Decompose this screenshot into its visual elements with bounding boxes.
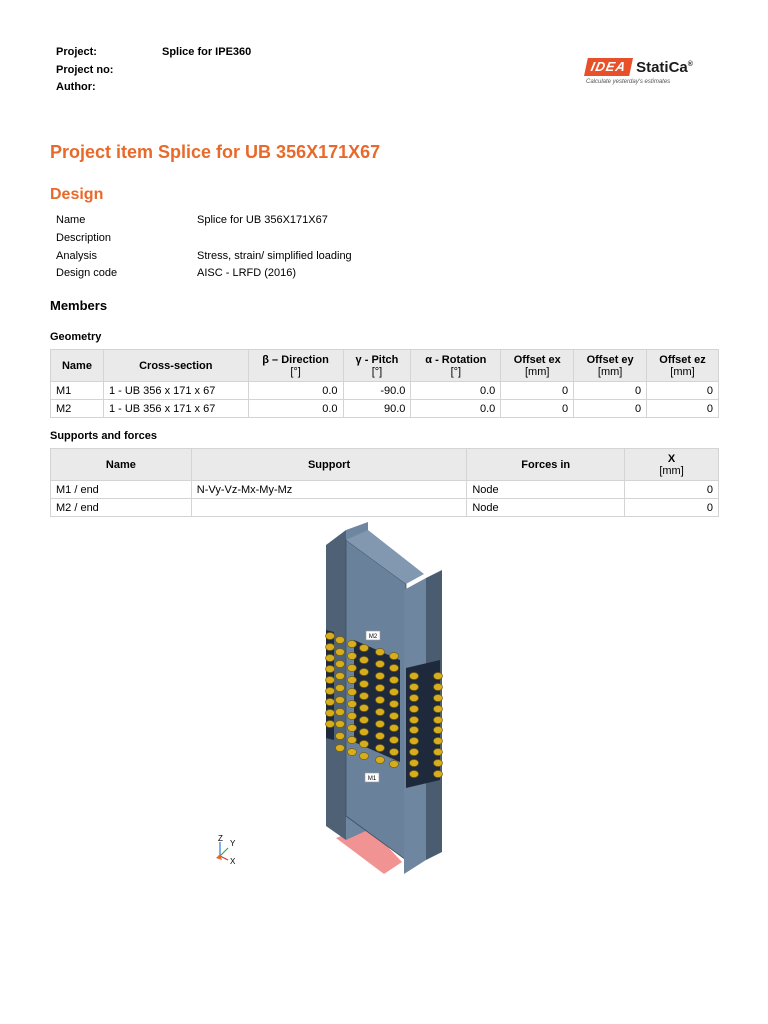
table-cell: M2 / end (51, 499, 192, 517)
col-header (647, 350, 719, 382)
bolt (376, 685, 385, 692)
bolt (390, 749, 399, 756)
table-cell: 0 (501, 382, 574, 400)
bolt (336, 661, 345, 668)
bolt (434, 717, 443, 724)
project-no-label: Project no: (56, 63, 114, 76)
col-header (51, 449, 192, 481)
geometry-heading: Geometry (50, 331, 102, 343)
design-row (56, 214, 352, 232)
col-header (103, 350, 248, 382)
design-row (56, 250, 352, 268)
project-label: Project: (56, 46, 97, 58)
table-row (51, 382, 719, 400)
design-row (56, 267, 352, 285)
bolt (434, 760, 443, 767)
bolt (410, 673, 419, 680)
members-heading: Members (50, 298, 108, 313)
col-name: β – Direction (262, 353, 329, 366)
bolt (348, 749, 357, 756)
table-cell: M1 / end (51, 481, 192, 499)
bolt (326, 666, 335, 673)
design-value: AISC - LRFD (2016) (197, 267, 297, 280)
logo-idea: IDEA (584, 58, 633, 76)
bolt (360, 645, 369, 652)
project-value: Splice for IPE360 (162, 46, 252, 58)
supports-header-row (51, 449, 719, 481)
bolt (360, 753, 369, 760)
table-row (51, 499, 719, 517)
table-cell: 0 (625, 481, 719, 499)
bolt (390, 761, 399, 768)
bolt (376, 733, 385, 740)
bolt (360, 693, 369, 700)
bolt (336, 733, 345, 740)
col-name: Name (105, 458, 136, 471)
bolt (336, 673, 345, 680)
bolt (348, 665, 357, 672)
project-header (56, 46, 251, 99)
col-header (625, 449, 719, 481)
bolt (434, 684, 443, 691)
col-name: Offset ez (659, 353, 706, 366)
design-value: Stress, strain/ simplified loading (197, 249, 352, 262)
y-axis-line (220, 848, 228, 856)
axis-triad (212, 834, 252, 866)
bolt (348, 689, 357, 696)
bolt (410, 749, 419, 756)
bolt (390, 689, 399, 696)
bolt (434, 673, 443, 680)
logo-tagline: Calculate yesterday's estimates (586, 79, 671, 85)
bolt (434, 706, 443, 713)
bolt (360, 657, 369, 664)
flange-splice-plate-right (406, 660, 440, 788)
bolt (348, 737, 357, 744)
col-header (411, 350, 501, 382)
bolt (326, 633, 335, 640)
col-unit: [°] (290, 365, 301, 378)
z-axis-label: Z (218, 834, 223, 843)
bolt (376, 649, 385, 656)
bolt (360, 741, 369, 748)
idea-statica-logo (586, 58, 716, 85)
design-row (56, 232, 352, 250)
table-cell: -90.0 (343, 382, 411, 400)
splice-3d-model (200, 518, 560, 888)
col-header (51, 350, 104, 382)
table-cell: 1 - UB 356 x 171 x 67 (103, 400, 248, 418)
col-header (501, 350, 574, 382)
bolt (336, 709, 345, 716)
bolt (376, 757, 385, 764)
table-cell: Node (467, 481, 625, 499)
bolt (360, 729, 369, 736)
col-name: Name (61, 359, 92, 372)
col-header (467, 449, 625, 481)
bolt (326, 721, 335, 728)
col-header (248, 350, 343, 382)
bolt (360, 717, 369, 724)
table-cell: 0 (501, 400, 574, 418)
bolt (326, 677, 335, 684)
col-header (574, 350, 647, 382)
bolt (390, 665, 399, 672)
page-title: Project item Splice for UB 356X171X67 (50, 142, 381, 162)
bolt (336, 745, 345, 752)
bolt (390, 701, 399, 708)
bolt (348, 725, 357, 732)
bolt (336, 721, 345, 728)
bolt (326, 655, 335, 662)
bolt (348, 641, 357, 648)
bolt (434, 771, 443, 778)
col-name: Forces in (521, 458, 571, 471)
bolt (360, 681, 369, 688)
bolt (410, 771, 419, 778)
table-cell: 0 (647, 400, 719, 418)
bolt (336, 685, 345, 692)
col-unit: [°] (371, 365, 383, 378)
bolt (376, 745, 385, 752)
bolt (336, 649, 345, 656)
table-cell: 1 - UB 356 x 171 x 67 (103, 382, 248, 400)
col-name: Support (307, 458, 351, 471)
design-key: Name (56, 214, 86, 226)
col-name: γ - Pitch (355, 353, 399, 366)
x-axis-label: X (230, 857, 236, 866)
y-axis-label: Y (230, 839, 236, 848)
bolt (390, 713, 399, 720)
design-key: Design code (56, 267, 118, 280)
col-header (191, 449, 467, 481)
bolt (360, 705, 369, 712)
bolt (336, 697, 345, 704)
geometry-table (50, 349, 719, 418)
col-unit: [°] (450, 365, 462, 378)
bolt (348, 701, 357, 708)
table-row (51, 400, 719, 418)
table-cell: 0 (574, 400, 647, 418)
bolt (410, 738, 419, 745)
bolt (410, 717, 419, 724)
bolt (376, 661, 385, 668)
bolt (360, 669, 369, 676)
bolt (348, 677, 357, 684)
logo-statica-text: StatiCa (636, 58, 688, 76)
bolt (376, 697, 385, 704)
bolt (376, 721, 385, 728)
geometry-header-row (51, 350, 719, 382)
bolt (348, 713, 357, 720)
bolt (410, 684, 419, 691)
design-key: Description (56, 231, 112, 244)
col-name: Offset ey (586, 353, 634, 366)
supports-heading: Supports and forces (50, 430, 157, 442)
bolt (326, 699, 335, 706)
bolt (390, 677, 399, 684)
bolt (410, 727, 419, 734)
table-cell: 0 (574, 382, 647, 400)
col-unit: [mm] (597, 365, 623, 378)
bolt (390, 725, 399, 732)
bolt (348, 653, 357, 660)
bolt (410, 706, 419, 713)
table-cell: 0.0 (411, 400, 501, 418)
col-name: α - Rotation (425, 353, 487, 366)
bolt (376, 673, 385, 680)
bolt (390, 653, 399, 660)
table-cell: 0 (625, 499, 719, 517)
table-cell: 90.0 (343, 400, 411, 418)
col-name: X (667, 452, 676, 465)
bolt (410, 760, 419, 767)
m1-label: M1 (367, 776, 377, 782)
bolt (326, 688, 335, 695)
supports-table (50, 448, 719, 517)
bolt (410, 695, 419, 702)
table-cell: N-Vy-Vz-Mx-My-Mz (191, 481, 467, 499)
col-unit: [mm] (525, 365, 550, 378)
logo-statica (636, 59, 693, 76)
table-cell: 0.0 (248, 400, 343, 418)
bolt (326, 710, 335, 717)
bolt (434, 727, 443, 734)
design-heading: Design (50, 186, 104, 203)
col-name: Cross-section (139, 359, 213, 372)
table-row (51, 481, 719, 499)
table-cell: Node (467, 499, 625, 517)
col-name: Offset ex (513, 353, 561, 366)
m2-label: M2 (368, 634, 378, 640)
table-cell: M2 (51, 400, 104, 418)
author-label: Author: (56, 81, 96, 93)
table-cell: 0.0 (411, 382, 501, 400)
col-header (343, 350, 411, 382)
col-unit: [mm] (659, 464, 684, 477)
bolt (434, 695, 443, 702)
design-key: Analysis (56, 249, 97, 262)
bolt (336, 637, 345, 644)
bolt (376, 709, 385, 716)
bolt (434, 738, 443, 745)
logo-reg: ® (687, 60, 693, 68)
col-unit: [mm] (670, 365, 695, 378)
bolt (390, 737, 399, 744)
bolt (434, 749, 443, 756)
design-value: Splice for UB 356X171X67 (197, 214, 328, 226)
table-cell: 0 (647, 382, 719, 400)
bolt (326, 644, 335, 651)
table-cell: 0.0 (248, 382, 343, 400)
table-cell (191, 499, 467, 517)
table-cell: M1 (51, 382, 104, 400)
design-properties (56, 214, 352, 285)
